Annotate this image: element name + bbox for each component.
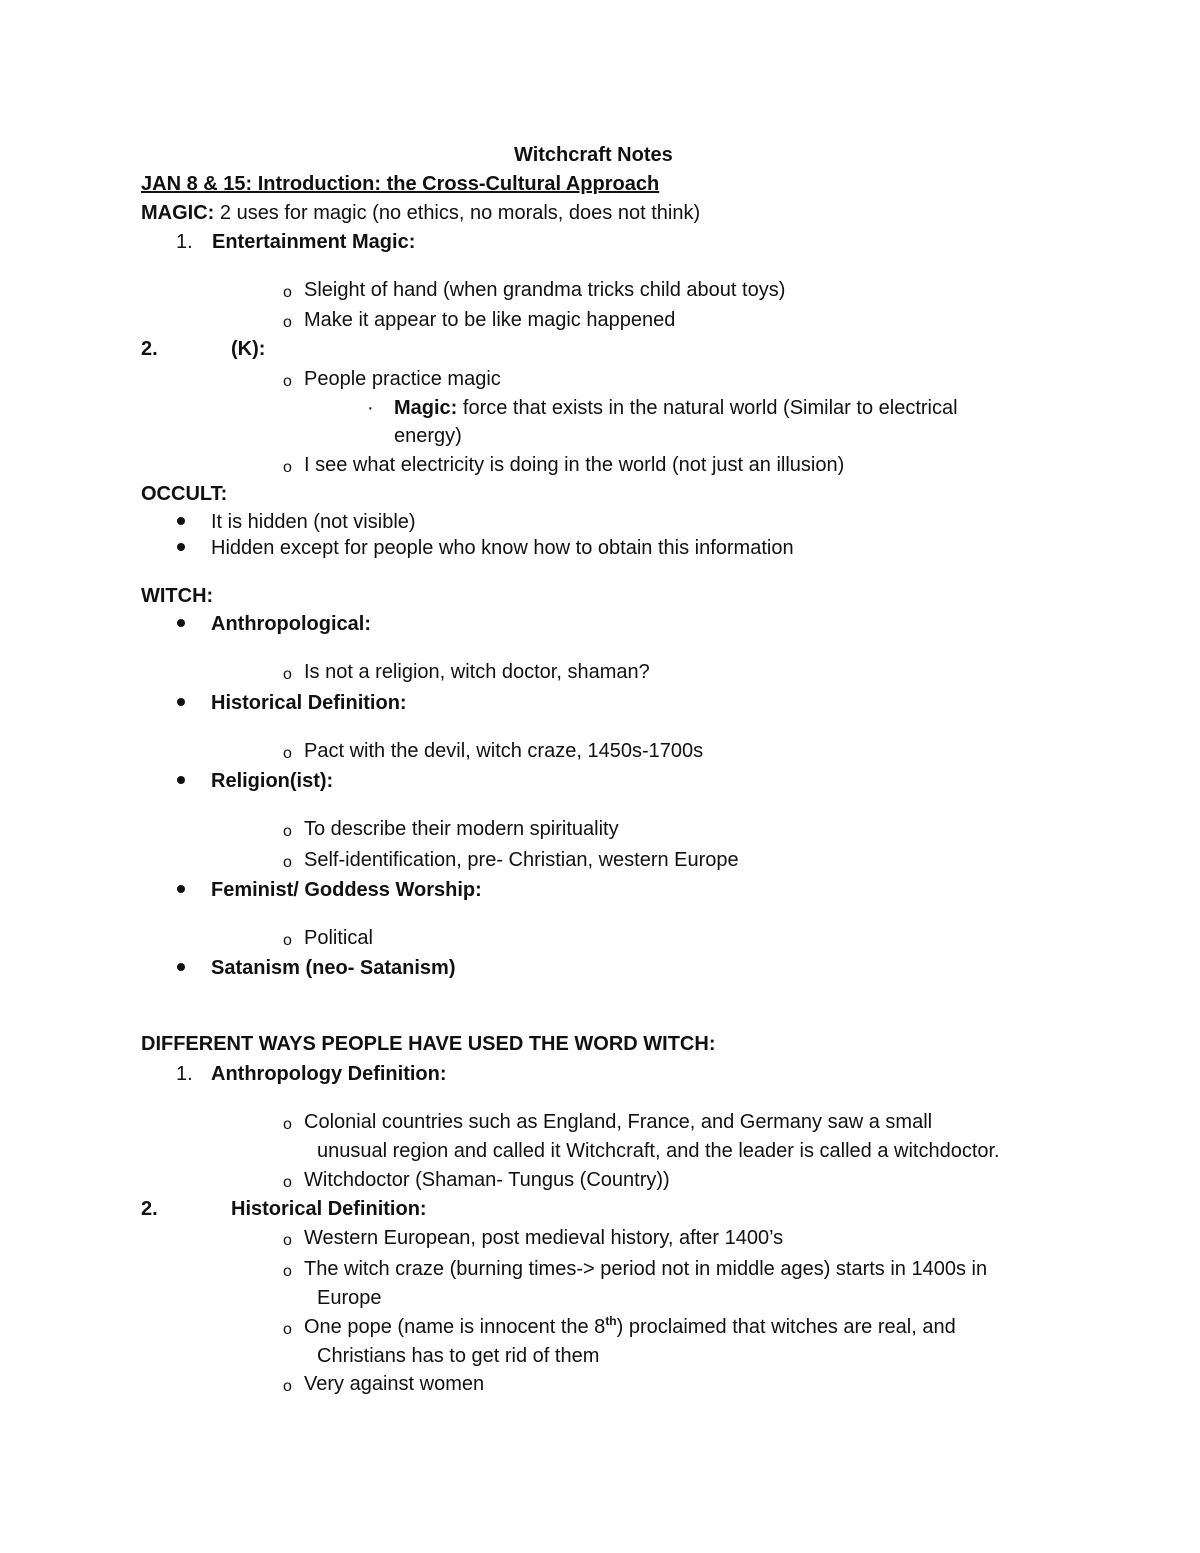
bullet-dot: [177, 517, 185, 525]
circle-bullet: o: [283, 1232, 292, 1249]
circle-bullet: o: [283, 1378, 292, 1395]
magic-definition-line-2: energy): [394, 425, 462, 447]
different-ways-item-1-number: 1.: [176, 1063, 193, 1085]
magic-text: 2 uses for magic (no ethics, no morals, does not think): [214, 202, 701, 224]
list-item: It is hidden (not visible): [211, 511, 416, 533]
list-number: 1.: [176, 231, 193, 253]
magic-item-2-number: 2.: [141, 338, 158, 360]
list-item: Sleight of hand (when grandma tricks child about toys): [304, 279, 786, 301]
list-item-continuation: Christians has to get rid of them: [317, 1345, 600, 1367]
list-item: I see what electricity is doing in the world (not just an illusion): [304, 454, 845, 476]
list-item: Political: [304, 927, 373, 949]
list-item-continuation: unusual region and called it Witchcraft, and the leader is called a witchdoctor.: [317, 1140, 1000, 1162]
anthropological-label: Anthropological:: [211, 613, 371, 635]
occult-label: OCCULT:: [141, 483, 228, 505]
section-heading: JAN 8 & 15: Introduction: the Cross-Cultural Approach: [141, 173, 660, 195]
magic-item-1: [176, 230, 193, 254]
circle-bullet: o: [283, 459, 292, 476]
circle-bullet: o: [283, 314, 292, 331]
list-item: Western European, post medieval history, after 1400’s: [304, 1227, 784, 1249]
list-item: Make it appear to be like magic happened: [304, 309, 676, 331]
bullet-dot: [177, 619, 185, 627]
feminist-label: Feminist/ Goddess Worship:: [211, 879, 482, 901]
page-title: Witchcraft Notes: [514, 144, 673, 166]
list-item: Pact with the devil, witch craze, 1450s-1700s: [304, 740, 704, 762]
circle-bullet: o: [283, 854, 292, 871]
magic-definition-label: Magic:: [394, 397, 458, 419]
pope-list-item: [304, 1315, 956, 1339]
list-item: People practice magic: [304, 368, 501, 390]
magic-line: [141, 201, 700, 225]
different-ways-label: DIFFERENT WAYS PEOPLE HAVE USED THE WORD WITCH:: [141, 1033, 716, 1055]
circle-bullet: o: [283, 1174, 292, 1191]
list-item: Self-identification, pre- Christian, western Europe: [304, 849, 739, 871]
bullet-dot: [177, 885, 185, 893]
circle-bullet: o: [283, 666, 292, 683]
circle-bullet: o: [283, 932, 292, 949]
different-ways-item-2-number: 2.: [141, 1198, 158, 1220]
magic-definition-text: force that exists in the natural world (Similar to electrical: [457, 397, 958, 419]
pope-text-end: ) proclaimed that witches are real, and: [616, 1316, 956, 1338]
magic-item-2-label: (K):: [231, 338, 266, 360]
historical-definition-label: Historical Definition:: [231, 1198, 427, 1220]
bullet-dot: [177, 543, 185, 551]
anthropology-definition-label: Anthropology Definition:: [211, 1063, 447, 1085]
list-item: The witch craze (burning times-> period not in middle ages) starts in 1400s in: [304, 1258, 988, 1280]
circle-bullet: o: [283, 1321, 292, 1338]
list-item-continuation: Europe: [317, 1287, 382, 1309]
circle-bullet: o: [283, 373, 292, 390]
circle-bullet: o: [283, 745, 292, 762]
magic-definition-line: [394, 396, 958, 420]
satanism-label: Satanism (neo- Satanism): [211, 957, 456, 979]
magic-item-1-label: Entertainment Magic:: [212, 231, 416, 253]
list-item: Very against women: [304, 1373, 485, 1395]
pope-text-start: One pope (name is innocent the 8: [304, 1316, 606, 1338]
list-item: Hidden except for people who know how to obtain this information: [211, 537, 794, 559]
bullet-dot: [177, 963, 185, 971]
ordinal-suffix: th: [605, 1314, 617, 1328]
list-item: Witchdoctor (Shaman- Tungus (Country)): [304, 1169, 670, 1191]
bullet-dot: [177, 698, 185, 706]
historical-label: Historical Definition:: [211, 692, 407, 714]
circle-bullet: o: [283, 823, 292, 840]
middle-dot-bullet: ·: [367, 397, 374, 419]
bullet-dot: [177, 776, 185, 784]
list-item: Is not a religion, witch doctor, shaman?: [304, 661, 650, 683]
list-item: Colonial countries such as England, France, and Germany saw a small: [304, 1111, 933, 1133]
witch-label: WITCH:: [141, 585, 214, 607]
circle-bullet: o: [283, 1116, 292, 1133]
circle-bullet: o: [283, 1263, 292, 1280]
circle-bullet: o: [283, 284, 292, 301]
magic-label: MAGIC:: [141, 202, 215, 224]
list-item: To describe their modern spirituality: [304, 818, 619, 840]
religion-label: Religion(ist):: [211, 770, 334, 792]
